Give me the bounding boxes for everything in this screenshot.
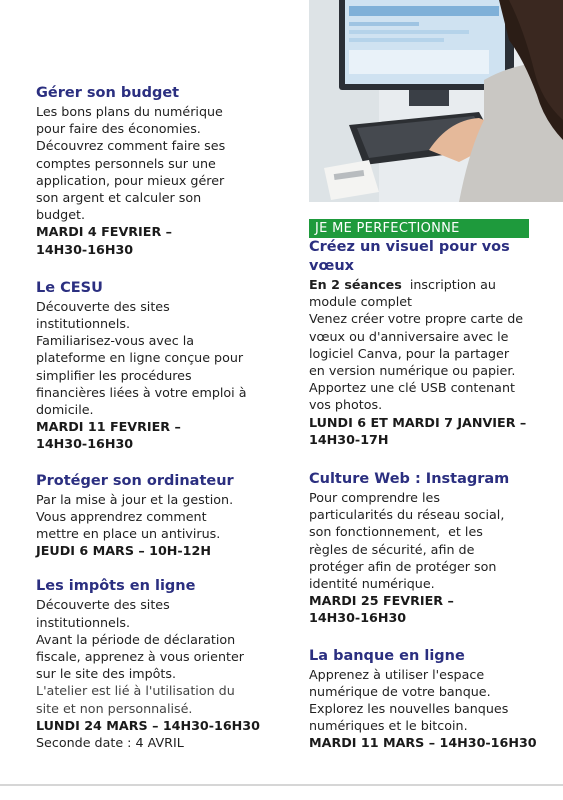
workshop-title: Le CESU <box>36 279 103 296</box>
description-line: Apprenez à utiliser l'espace <box>309 666 485 682</box>
workshop-protect-computer <box>36 472 282 560</box>
right-column <box>309 238 545 752</box>
workshop-description <box>36 298 282 418</box>
workshop-online-banking <box>309 647 545 752</box>
sessions-count: En 2 séances <box>309 277 402 292</box>
sessions-line <box>309 276 545 293</box>
date-line: MARDI 11 MARS – 14H30-16H30 <box>309 735 537 751</box>
description-line: Venez créer votre propre carte de <box>309 311 524 327</box>
workshop-description <box>36 491 282 543</box>
workshop-title: Protéger son ordinateur <box>36 472 234 489</box>
workshop-description <box>36 103 282 223</box>
note-line: L'atelier est lié à l'utilisation du <box>36 683 235 699</box>
description-line: pour faire des économies. <box>36 121 201 137</box>
note-line: site et non personnalisé. <box>36 700 193 716</box>
description-line: institutionnels. <box>36 316 131 332</box>
description-line: Découvrez comment faire ses <box>36 138 226 154</box>
description-line: identité numérique. <box>309 576 435 592</box>
workshop-date <box>309 414 545 448</box>
workshop-date <box>309 592 545 626</box>
date-line: MARDI 25 FEVRIER – <box>309 593 454 609</box>
workshop-visual-wishes <box>309 238 545 448</box>
workshop-date <box>36 418 282 452</box>
description-line: Vous apprendrez comment <box>36 508 207 524</box>
workshop-title <box>309 647 545 666</box>
description-line: son fonctionnement, et les <box>309 524 483 540</box>
description-line: comptes personnels sur une <box>36 155 216 171</box>
workshop-instagram <box>309 470 545 627</box>
date-line: LUNDI 24 MARS – 14H30-16H30 <box>36 717 260 733</box>
description-line: financières liées à votre emploi à <box>36 384 247 400</box>
workshop-title: Les impôts en ligne <box>36 578 196 595</box>
description-line: en version numérique ou papier. <box>309 363 516 379</box>
description-line: son argent et calculer son <box>36 190 202 206</box>
description-line: vos photos. <box>309 397 383 413</box>
workshop-description <box>309 489 545 592</box>
workshop-title <box>309 470 545 489</box>
description-line: module complet <box>309 294 413 310</box>
description-line: règles de sécurité, afin de <box>309 541 475 557</box>
description-line: numériques et le bitcoin. <box>309 718 468 734</box>
description-line: budget. <box>36 207 86 223</box>
description-line: particularités du réseau social, <box>309 507 505 523</box>
description-line: fiscale, apprenez à vous orienter <box>36 649 245 665</box>
workshop-description <box>309 666 545 735</box>
description-line: institutionnels. <box>36 614 131 630</box>
description-line: Découverte des sites <box>36 597 170 613</box>
description-line: Pour comprendre les <box>309 490 440 506</box>
description-line: Découverte des sites <box>36 298 170 314</box>
description-line: vœux ou d'anniversaire avec le <box>309 328 509 344</box>
description-line: numérique de votre banque. <box>309 683 491 699</box>
description-line: Avant la période de déclaration <box>36 631 236 647</box>
second-date: Seconde date : 4 AVRIL <box>36 735 184 751</box>
date-line: 14H30-16H30 <box>36 241 134 257</box>
description-line: logiciel Canva, pour la partager <box>309 345 510 361</box>
workshop-date <box>36 542 282 559</box>
left-column <box>36 84 282 751</box>
description-line: domicile. <box>36 402 94 418</box>
title-line: vœux <box>309 258 354 274</box>
workshop-taxes-online <box>36 577 282 751</box>
computer-user-photo <box>309 0 563 202</box>
bottom-divider <box>0 784 563 786</box>
date-line: 14H30-16H30 <box>309 610 407 626</box>
workshop-title: Gérer son budget <box>36 85 180 101</box>
date-line: MARDI 4 FEVRIER – <box>36 224 172 240</box>
description-line: Familiarisez-vous avec la <box>36 333 195 349</box>
description-line: Les bons plans du numérique <box>36 104 223 119</box>
workshop-budget <box>36 84 282 258</box>
description-line: application, pour mieux gérer <box>36 172 225 188</box>
workshop-description <box>36 596 282 682</box>
date-line: JEUDI 6 MARS – 10H-12H <box>36 543 211 559</box>
sessions-rest: inscription au <box>401 277 496 292</box>
section-badge: JE ME PERFECTIONNE <box>309 219 529 238</box>
description-line: mettre en place un antivirus. <box>36 526 221 542</box>
date-line: 14H30-17H <box>309 431 389 447</box>
description-line: Par la mise à jour et la gestion. <box>36 491 234 507</box>
workshop-title <box>309 238 545 276</box>
description-line: plateforme en ligne conçue pour <box>36 350 244 366</box>
workshop-date <box>36 717 282 734</box>
workshop-date <box>36 223 282 257</box>
workshop-note <box>36 682 282 716</box>
title-line: La banque en ligne <box>309 647 465 664</box>
workshop-cesu <box>36 279 282 453</box>
description-line: protéger afin de protéger son <box>309 558 497 574</box>
title-line: Culture Web : Instagram <box>309 471 510 488</box>
description-line: Explorez les nouvelles banques <box>309 701 509 717</box>
workshop-date <box>309 734 545 751</box>
date-line: LUNDI 6 ET MARDI 7 JANVIER – <box>309 414 527 430</box>
date-line: 14H30-16H30 <box>36 436 134 452</box>
description-line: Apportez une clé USB contenant <box>309 380 515 396</box>
date-line: MARDI 11 FEVRIER – <box>36 419 181 435</box>
title-line: Créez un visuel pour vos <box>309 239 510 255</box>
description-line: sur le site des impôts. <box>36 666 177 682</box>
workshop-description <box>309 276 545 414</box>
description-line: simplifier les procédures <box>36 367 192 383</box>
